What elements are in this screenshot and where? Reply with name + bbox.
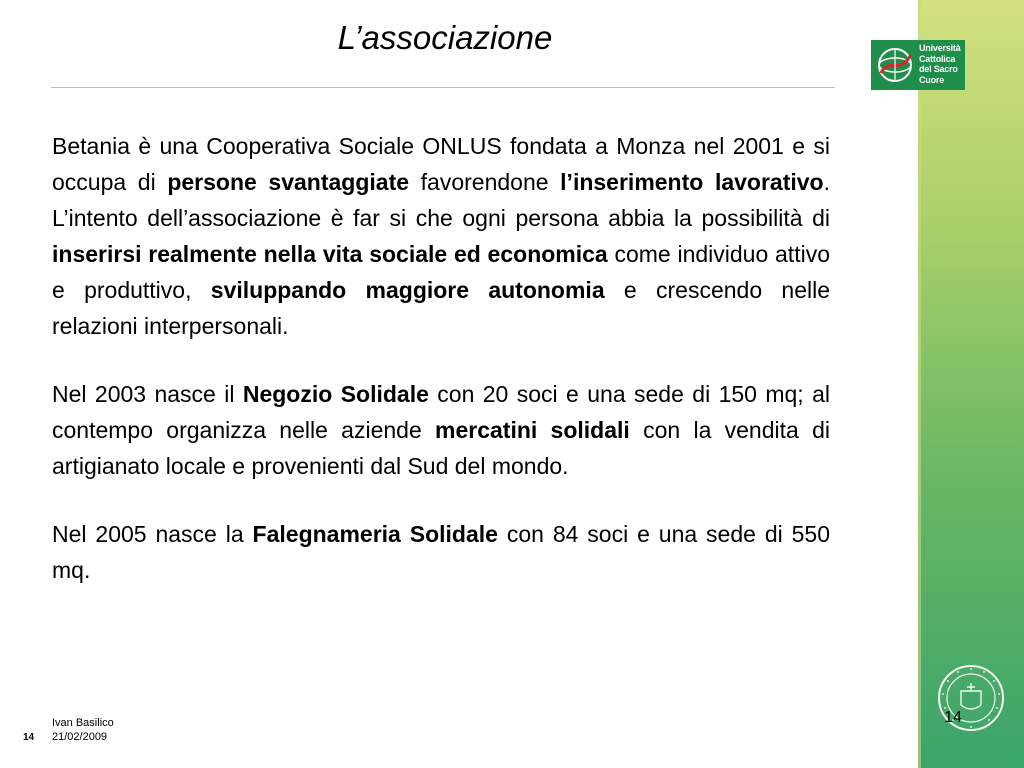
emphasis: Falegnameria Solidale (252, 521, 498, 547)
paragraph-betania: Betania è una Cooperativa Sociale ONLUS fondata a Monza nel 2001 e si occupa di persone svantaggiate favorendone l’inserimento lavorativo. L’intento dell’associazione è far si che ogni persona abbia la possibilità di inserirsi realmente nella vita sociale ed economica come individuo attivo e produttivo, sviluppando maggiore autonomia e crescendo nelle relazioni interpersonali. (52, 133, 830, 339)
emphasis: persone svantaggiate (167, 169, 410, 195)
title-divider (51, 87, 835, 88)
footer-info (52, 716, 114, 744)
paragraph-2005: Nel 2005 nasce la Falegnameria Solidale con 84 soci e una sede di 550 mq. (52, 521, 831, 583)
logo-text: Università Cattolica del Sacro Cuore (919, 43, 961, 85)
footer-author: Ivan Basilico (52, 717, 114, 729)
emphasis: sviluppando maggiore autonomia (210, 277, 605, 303)
slide-number: 14 (944, 709, 962, 726)
slide-title: L’associazione (337, 19, 553, 56)
footer-date: 21/02/2009 (52, 731, 108, 743)
emphasis: Negozio Solidale (242, 381, 429, 407)
footer-page-number: 14 (23, 732, 35, 743)
sidebar-gradient-band (918, 0, 1024, 768)
emphasis: inserirsi realmente nella vita sociale ed economica (52, 241, 608, 267)
emphasis: l’inserimento lavorativo (560, 169, 824, 195)
slide-body (52, 128, 830, 620)
emphasis: mercatini solidali (435, 417, 630, 443)
paragraph-2003: Nel 2003 nasce il Negozio Solidale con 20 soci e una sede di 150 mq; al contempo organizza nelle aziende mercatini solidali con la vendita di artigianato locale e provenienti dal Sud del mondo. (52, 381, 830, 479)
